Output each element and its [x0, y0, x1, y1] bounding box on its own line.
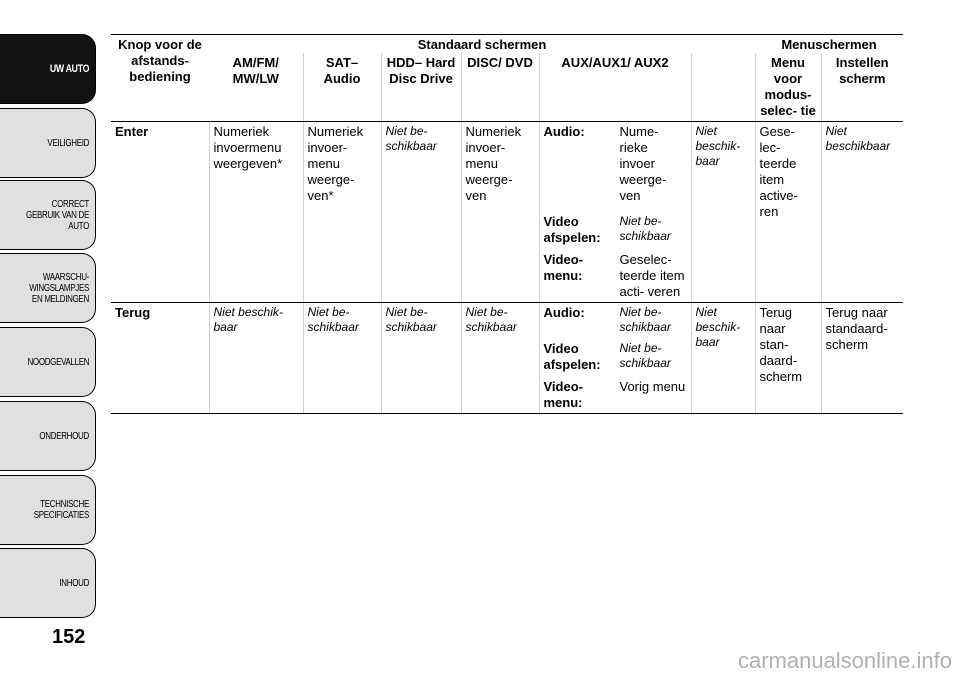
aux-audio: Audio: Nume- rieke invoer weerge- ven — [543, 124, 667, 203]
cell-instellen: Terug naar standaard- scherm — [821, 303, 903, 414]
aux-audio: Audio: Niet be- schikbaar — [543, 305, 671, 334]
tab-technische-specificaties[interactable]: TECHNISCHE SPECIFICATIES — [0, 475, 96, 545]
header-aux-extra — [691, 53, 755, 122]
cell-menu-modus: Gese- lec- teerde item active- ren — [755, 122, 821, 303]
cell-sat: Numeriek invoer- menu weerge- ven* — [303, 122, 381, 303]
row-enter — [111, 122, 903, 303]
cell-aux — [539, 303, 691, 414]
cell-hdd: Niet be- schikbaar — [381, 122, 461, 303]
cell-aux-extra: Niet beschik- baar — [691, 122, 755, 303]
cell-hdd: Niet be- schikbaar — [381, 303, 461, 414]
tab-veiligheid[interactable]: VEILIGHEID — [0, 108, 96, 178]
tab-correct-gebruik[interactable]: CORRECT GEBRUIK VAN DE AUTO — [0, 180, 96, 250]
aux-video: Video afspelen: Niet be- schikbaar — [543, 214, 671, 245]
row-label: Terug — [111, 303, 209, 414]
aux-video: Video afspelen: Niet be- schikbaar — [543, 341, 671, 372]
cell-instellen: Niet beschikbaar — [821, 122, 903, 303]
tab-waarschuwingslampjes[interactable]: WAARSCHU- WINGSLAMPJES EN MELDINGEN — [0, 253, 96, 323]
cell-am: Niet beschik- baar — [209, 303, 303, 414]
tab-noodgevallen[interactable]: NOODGEVALLEN — [0, 327, 96, 397]
side-tabs — [0, 0, 98, 678]
header-aux: AUX/AUX1/ AUX2 — [539, 53, 691, 122]
cell-disc: Numeriek invoer- menu weerge- ven — [461, 122, 539, 303]
cell-sat: Niet be- schikbaar — [303, 303, 381, 414]
row-terug — [111, 303, 903, 414]
tab-inhoud[interactable]: INHOUD — [0, 548, 96, 618]
header-standaard-schermen: Standaard schermen — [209, 35, 755, 54]
header-menuschermen: Menuschermen — [755, 35, 903, 54]
aux-video-menu: Video- menu: Geselec- teerde item acti- veren — [543, 252, 685, 299]
header-disc-dvd: DISC/ DVD — [461, 53, 539, 122]
cell-aux — [539, 122, 691, 303]
header-knop: Knop voor de afstands- bediening — [111, 35, 209, 122]
header-menu-modus: Menu voor modus- selec- tie — [755, 53, 821, 122]
header-sat-audio: SAT– Audio — [303, 53, 381, 122]
aux-video-menu: Video- menu: Vorig menu — [543, 379, 686, 410]
tab-uw-auto[interactable]: UW AUTO — [0, 34, 96, 104]
page-number: 152 — [52, 626, 86, 648]
header-hdd: HDD– Hard Disc Drive — [381, 53, 461, 122]
header-am-fm: AM/FM/ MW/LW — [209, 53, 303, 122]
header-instellen: Instellen scherm — [821, 53, 903, 122]
row-label: Enter — [111, 122, 209, 303]
cell-menu-modus: Terug naar stan- daard- scherm — [755, 303, 821, 414]
watermark: carmanualsonline.info — [737, 648, 952, 673]
cell-am: Numeriek invoermenu weergeven* — [209, 122, 303, 303]
cell-disc: Niet be- schikbaar — [461, 303, 539, 414]
remote-control-table — [111, 34, 903, 414]
tab-onderhoud[interactable]: ONDERHOUD — [0, 401, 96, 471]
cell-aux-extra: Niet beschik- baar — [691, 303, 755, 414]
